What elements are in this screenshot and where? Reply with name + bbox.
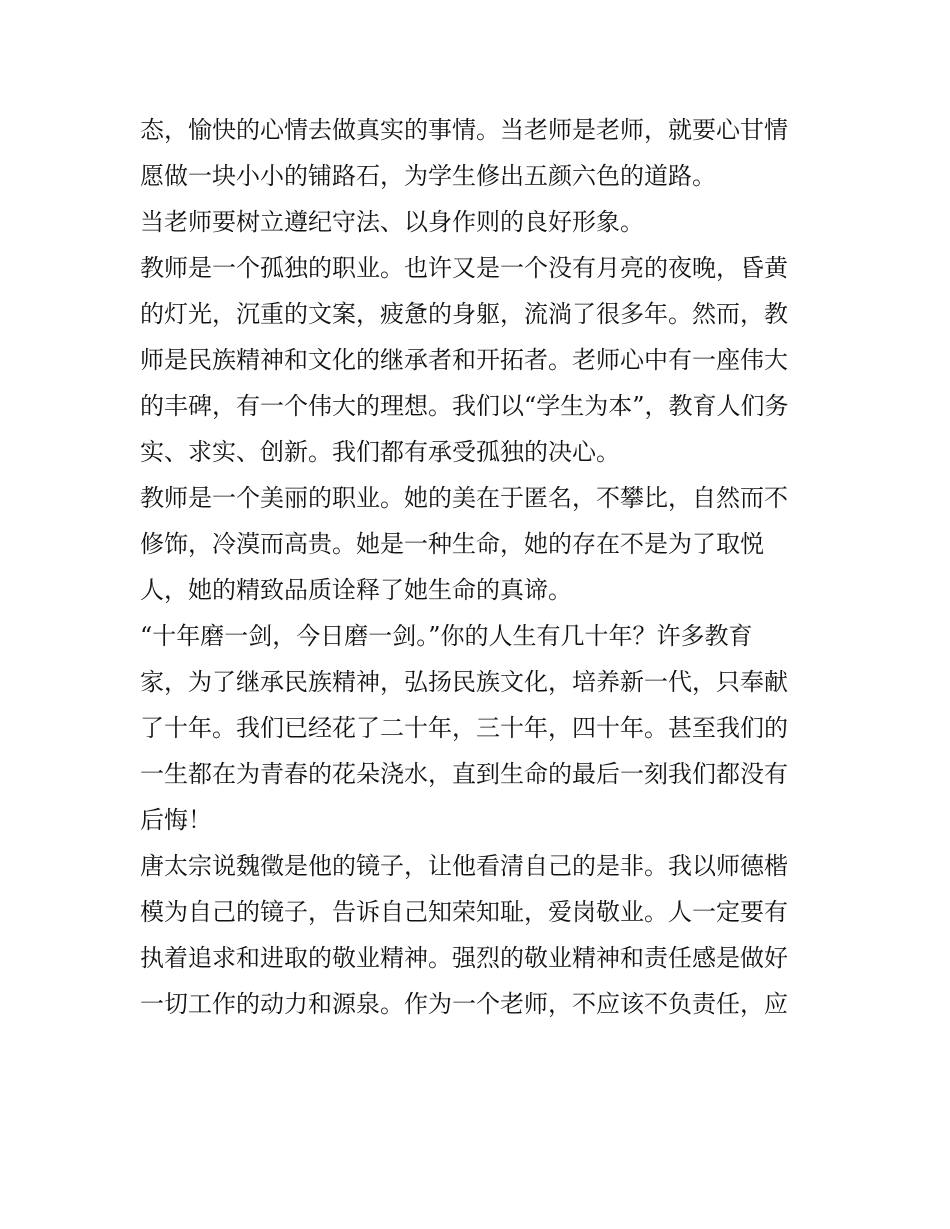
text-line: 唐太宗说魏徵是他的镜子，让他看清自己的是非。我以师德楷: [140, 852, 788, 880]
text-line: 当老师要树立遵纪守法、以身作则的良好形象。: [140, 208, 644, 236]
text-line: 愿做一块小小的铺路石，为学生修出五颜六色的道路。: [140, 162, 716, 190]
text-line: 了十年。我们已经花了二十年，三十年，四十年。甚至我们的: [140, 714, 788, 742]
text-line: 一切工作的动力和源泉。作为一个老师，不应该不负责任，应: [140, 990, 788, 1018]
text-line: 家，为了继承民族精神，弘扬民族文化，培养新一代，只奉献: [140, 668, 788, 696]
text-line: 教师是一个孤独的职业。也许又是一个没有月亮的夜晚，昏黄: [140, 254, 788, 282]
text-line: 执着追求和进取的敬业精神。强烈的敬业精神和责任感是做好: [140, 944, 788, 972]
text-line: 教师是一个美丽的职业。她的美在于匿名，不攀比，自然而不: [140, 484, 788, 512]
text-line: 人，她的精致品质诠释了她生命的真谛。: [140, 576, 572, 604]
text-line: “十年磨一剑，今日磨一剑。”你的人生有几十年？许多教育: [140, 622, 753, 650]
text-line: 模为自己的镜子，告诉自己知荣知耻，爱岗敬业。人一定要有: [140, 898, 788, 926]
text-line: 态，愉快的心情去做真实的事情。当老师是老师，就要心甘情: [140, 116, 788, 144]
text-line: 实、求实、创新。我们都有承受孤独的决心。: [140, 438, 620, 466]
text-line: 的丰碑，有一个伟大的理想。我们以“学生为本”，教育人们务: [140, 392, 789, 420]
text-line: 一生都在为青春的花朵浇水，直到生命的最后一刻我们都没有: [140, 760, 788, 788]
document-body: [140, 107, 820, 1027]
text-line: 修饰，冷漠而高贵。她是一种生命，她的存在不是为了取悦: [140, 530, 764, 558]
text-line: 的灯光，沉重的文案，疲惫的身躯，流淌了很多年。然而，教: [140, 300, 788, 328]
text-line: 师是民族精神和文化的继承者和开拓者。老师心中有一座伟大: [140, 346, 788, 374]
text-line: 后悔！: [140, 806, 212, 834]
